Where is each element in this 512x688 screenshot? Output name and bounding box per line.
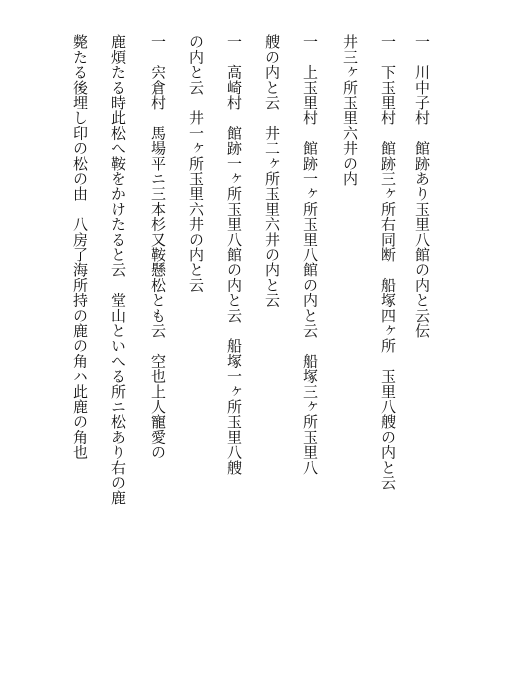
text-column-7: の内と云 井一ヶ所玉里六井の内と云 bbox=[187, 34, 205, 293]
text-column-10: 斃たる後埋し印の松の由 八房了海所持の鹿の角ハ此鹿の角也 bbox=[71, 34, 89, 460]
text-column-5: 艘の内と云 井二ヶ所玉里六井の内と云 bbox=[263, 34, 281, 308]
text-column-1: 一 川中子村 館跡あり玉里八館の内と云伝 bbox=[413, 34, 431, 338]
text-column-6: 一 高崎村 館跡一ヶ所玉里八館の内と云 船塚一ヶ所玉里八艘 bbox=[225, 34, 243, 475]
text-column-2: 一 下玉里村 館跡三ヶ所右同断 船塚四ヶ所 玉里八艘の内と云 bbox=[379, 34, 397, 490]
text-column-9: 鹿煩たる時此松へ鞍をかけたると云 堂山といへる所ニ松あり右の鹿 bbox=[109, 34, 127, 506]
text-column-3: 井三ヶ所玉里六井の内 bbox=[341, 34, 359, 186]
text-column-4: 一 上玉里村 館跡一ヶ所玉里八館の内と云 船塚三ヶ所玉里八 bbox=[301, 34, 319, 475]
text-column-8: 一 宍倉村 馬場平ニ三本杉又鞍懸松とも云 空也上人寵愛の bbox=[149, 34, 167, 460]
